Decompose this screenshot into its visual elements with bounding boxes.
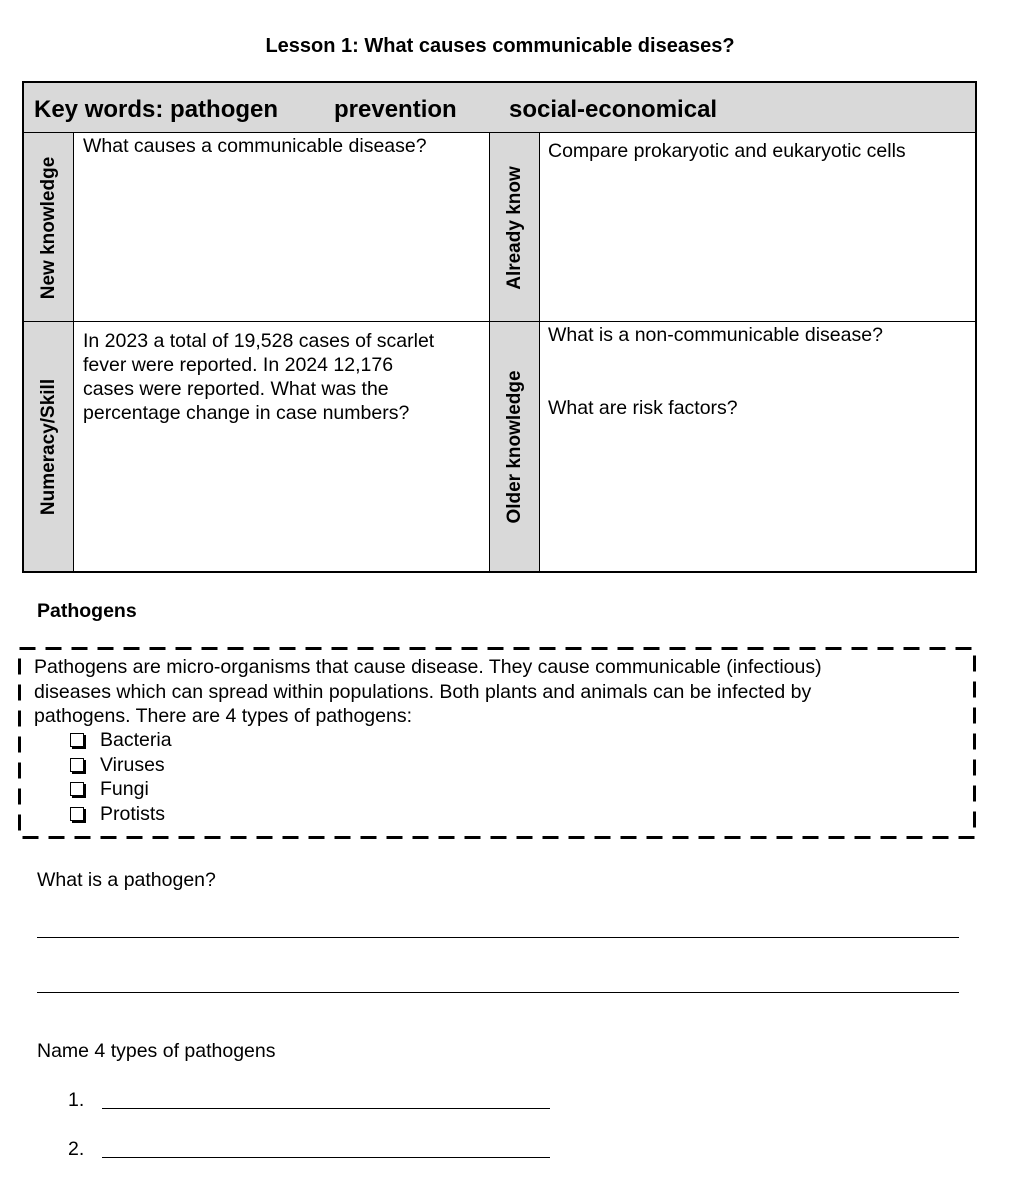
grid-divider [24,321,975,322]
key-words-row [24,83,975,133]
answer-line[interactable] [37,992,959,993]
pathogen-type-label: Viruses [100,753,165,776]
question-what-is-pathogen: What is a pathogen? [37,869,216,891]
new-knowledge-label: New knowledge [37,156,59,299]
numeracy-label: Numeracy/Skill [37,378,59,515]
checkbox-icon[interactable] [70,782,84,796]
description-line: diseases which can spread within populations. Both plants and animals can be infected by [34,680,812,703]
pathogen-type-label: Bacteria [100,729,172,751]
numeracy-line: cases were reported. What was the [83,378,389,400]
answer-number: 1. [68,1089,85,1111]
numeracy-line: In 2023 a total of 19,528 cases of scarlet [83,330,435,352]
question-name-pathogens: Name 4 types of pathogens [37,1040,276,1062]
description-line: Pathogens are micro-organisms that cause disease. They cause communicable (infectious) [34,656,822,678]
already-know-prompt: Compare prokaryotic and eukaryotic cells [548,140,906,162]
lesson-grid [22,81,977,573]
checkbox-icon[interactable] [70,807,84,821]
answer-line[interactable] [102,1157,550,1158]
numeracy-line: fever were reported. In 2024 12,176 [83,354,394,376]
checkbox-icon[interactable] [70,733,84,747]
older-knowledge-side [490,322,539,571]
grid-divider [73,133,74,571]
list-item [68,802,172,827]
grid-divider [539,133,540,571]
older-knowledge-prompt-1: What is a non-communicable disease? [548,324,883,346]
numeracy-line: percentage change in case numbers? [83,402,410,424]
new-knowledge-side [24,133,73,322]
older-knowledge-label: Older knowledge [503,369,525,524]
key-word-prevention: prevention [334,96,457,123]
already-know-side [490,133,539,322]
already-know-label: Already know [503,165,525,290]
answer-line[interactable] [102,1108,550,1109]
pathogen-type-label: Fungi [100,778,149,800]
checkbox-icon[interactable] [70,758,84,772]
key-word-social-economical: social-economical [509,96,718,123]
numeracy-side [24,322,73,571]
page-title: Lesson 1: What causes communicable diseases? [265,35,735,57]
pathogen-types-list [68,728,172,826]
grid-divider [489,133,490,571]
list-item [68,728,172,753]
pathogen-type-label: Protists [100,802,166,825]
pathogens-heading: Pathogens [37,600,137,622]
key-words-label: Key words: pathogen [34,96,279,123]
new-knowledge-prompt: What causes a communicable disease? [83,135,427,157]
pathogens-info-box [18,647,976,839]
answer-line[interactable] [37,937,959,938]
description-line: pathogens. There are 4 types of pathogens: [34,705,412,727]
list-item [68,777,172,802]
answer-number: 2. [68,1138,85,1160]
numeracy-question [83,329,434,425]
pathogens-description [34,655,934,729]
list-item [68,753,172,778]
older-knowledge-prompt-2: What are risk factors? [548,397,738,419]
